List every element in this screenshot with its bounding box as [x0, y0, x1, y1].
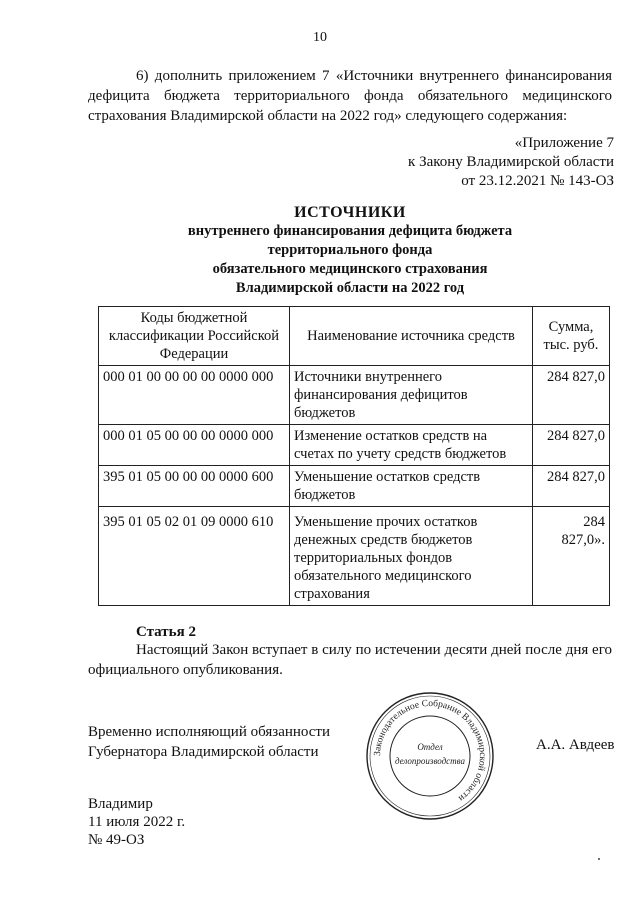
page-number: 10: [313, 30, 327, 45]
title-line-4: Владимирской области на 2022 год: [235, 280, 465, 296]
place-and-date: [88, 795, 185, 849]
table-row: [99, 425, 610, 466]
row-name: Уменьшение остатков средств бюджетов: [290, 466, 533, 507]
document-title: [88, 204, 612, 298]
row-code: 395 01 05 00 00 00 0000 600: [99, 466, 290, 507]
law-number: № 49-ОЗ: [88, 832, 145, 848]
table-header-row: [99, 307, 610, 366]
row-sum: 284 827,0: [533, 466, 610, 507]
signatory-position: [88, 722, 330, 762]
signatory-name: А.А. Авдеев: [536, 737, 615, 753]
title-line-1: внутреннего финансирования дефицита бюджета: [187, 223, 513, 239]
row-sum: 284 827,0: [533, 366, 610, 425]
stamp-outer-text: Законодательное Собрание Владимирской области: [372, 698, 488, 804]
header-sum: Сумма, тыс. руб.: [533, 307, 610, 366]
row-sum: 284 827,0».: [533, 507, 610, 606]
header-code: Коды бюджетной классификации Российской Федерации: [99, 307, 290, 366]
scan-speck: [598, 858, 600, 860]
article-text: Настоящий Закон вступает в силу по истечении десяти дней после дня его официального опубликования.: [88, 642, 612, 678]
table-row: [99, 507, 610, 606]
row-name: Источники внутреннего финансирования дефицитов бюджетов: [290, 366, 533, 425]
appendix-reference: [380, 134, 614, 191]
article-heading: Статья 2: [136, 624, 196, 640]
row-sum: 284 827,0: [533, 425, 610, 466]
stamp-inner-line-2: делопроизводства: [394, 756, 466, 766]
row-name: Уменьшение прочих остатков денежных средств бюджетов территориальных фондов обязательного медицинского страхования: [290, 507, 533, 606]
appendix-line-2: к Закону Владимирской области: [408, 154, 614, 170]
sources-table: [98, 306, 610, 606]
row-code: 395 01 05 02 01 09 0000 610: [99, 507, 290, 606]
position-line-1: Временно исполняющий обязанности: [88, 724, 331, 740]
sign-date: 11 июля 2022 г.: [88, 814, 186, 830]
header-name: Наименование источника средств: [290, 307, 533, 366]
intro-paragraph: 6) дополнить приложением 7 «Источники внутреннего финансирования дефицита бюджета территориального фонда обязательного медицинского страхования Владимирской области на 2022 год» следующего содержания:: [88, 68, 612, 124]
row-code: 000 01 05 00 00 00 0000 000: [99, 425, 290, 466]
title-line-3: обязательного медицинского страхования: [212, 261, 488, 277]
row-name: Изменение остатков средств на счетах по учету средств бюджетов: [290, 425, 533, 466]
table-row: [99, 366, 610, 425]
title-heading: ИСТОЧНИКИ: [294, 204, 406, 221]
position-line-2: Губернатора Владимирской области: [88, 744, 319, 760]
title-line-2: территориального фонда: [267, 242, 433, 258]
official-stamp: [364, 690, 496, 822]
appendix-line-1: «Приложение 7: [514, 135, 614, 151]
appendix-line-3: от 23.12.2021 № 143-ОЗ: [461, 173, 614, 189]
city: Владимир: [88, 796, 153, 812]
row-code: 000 01 00 00 00 00 0000 000: [99, 366, 290, 425]
table-row: [99, 466, 610, 507]
stamp-inner-line-1: Отдел: [417, 742, 443, 752]
